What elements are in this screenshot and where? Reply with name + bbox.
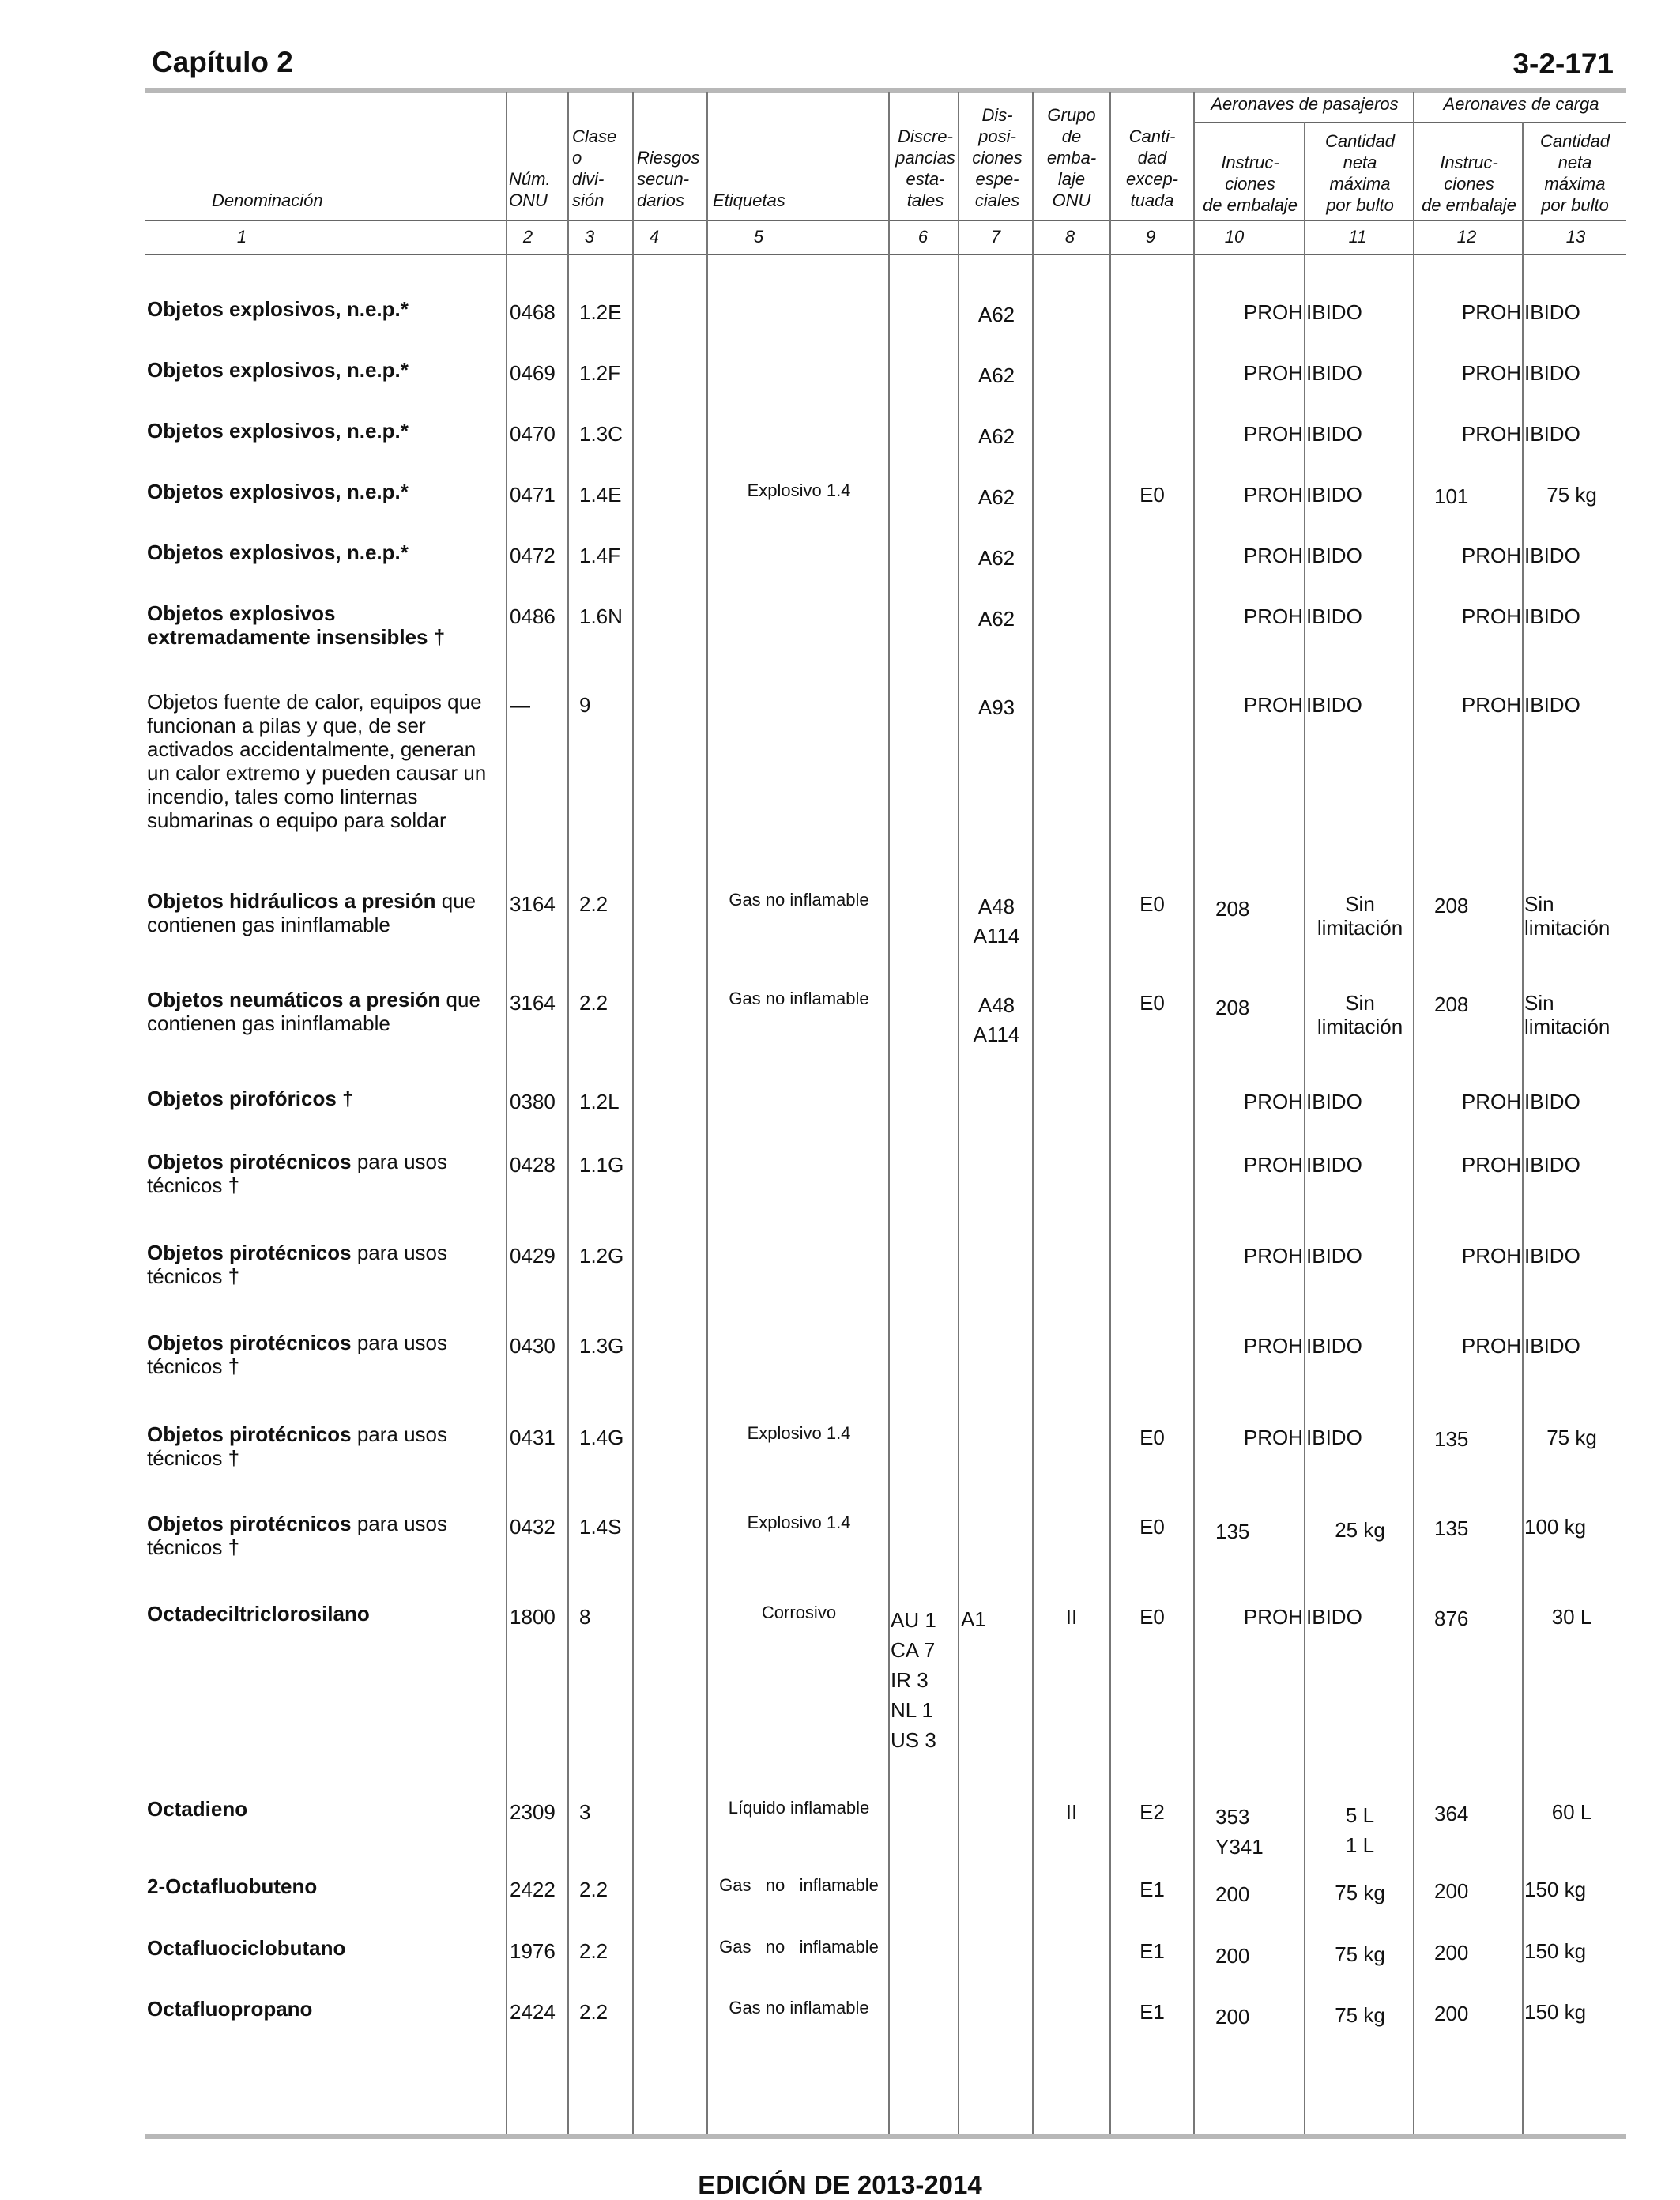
row-cargo-instrucciones: 208 — [1434, 993, 1469, 1016]
row-pax-cantidad: IBIDO — [1306, 1244, 1362, 1268]
row-num-onu: 2424 — [510, 2000, 556, 2024]
row-num-onu: 0430 — [510, 1334, 556, 1358]
row-cantidad-exceptuada: E0 — [1139, 1605, 1165, 1629]
row-pax-cantidad: IBIDO — [1306, 544, 1362, 567]
row-denominacion-text: para usos técnicos † — [147, 1512, 448, 1559]
row-pax-instrucciones: PROH — [1243, 300, 1303, 324]
row-cantidad-exceptuada: E1 — [1139, 2000, 1165, 2024]
row-cargo-cantidad: 150 kg — [1524, 1878, 1587, 1901]
row-cantidad-exceptuada: E0 — [1139, 483, 1165, 507]
row-cargo-instrucciones: PROH — [1461, 1244, 1521, 1268]
row-denominacion-bold: Objetos pirofóricos † — [147, 1087, 354, 1110]
row-denominacion — [147, 541, 499, 564]
row-denominacion — [147, 1422, 499, 1470]
edition-footer: EDICIÓN DE 2013-2014 — [698, 2170, 982, 2199]
chapter-title: Capítulo 2 — [152, 46, 293, 78]
row-clase: 1.2E — [579, 300, 622, 324]
header-disposiciones: Dis- posi- ciones espe- ciales — [972, 105, 1023, 210]
row-denominacion — [147, 480, 499, 503]
row-pax-instrucciones: 200 — [1215, 2005, 1250, 2029]
row-num-onu: 2422 — [510, 1878, 556, 1901]
row-etiqueta: Gas no inflamable — [729, 890, 869, 910]
row-cargo-cantidad: 60 L — [1551, 1800, 1592, 1824]
row-disposiciones: A62 — [977, 303, 1015, 326]
row-etiqueta: Gas no inflamable — [719, 1937, 879, 1957]
row-num-onu: 2309 — [510, 1800, 556, 1824]
row-denominacion-text: Objetos fuente de calor, equipos que funcionan a pilas y que, de ser activados accidentalmente, generan un calor extremo y pueden causar un incendio, tales como linternas submarinas o equipo para soldar — [147, 690, 487, 832]
row-pax-cantidad: IBIDO — [1306, 605, 1362, 628]
row-denominacion-bold: Octafluopropano — [147, 1997, 313, 2021]
row-clase: 8 — [579, 1605, 591, 1629]
column-number-6: 6 — [917, 227, 929, 247]
row-pax-cantidad: IBIDO — [1306, 361, 1362, 385]
row-denominacion-text: para usos técnicos † — [147, 1331, 448, 1378]
row-denominacion-bold: Objetos pirotécnicos — [147, 1512, 352, 1535]
column-divider-4 — [706, 92, 708, 2134]
row-cargo-cantidad: 150 kg — [1524, 1939, 1587, 1963]
row-denominacion-bold: Objetos pirotécnicos — [147, 1422, 352, 1446]
row-discrepancias: AU 1 CA 7 IR 3 NL 1 US 3 — [891, 1608, 936, 1752]
row-num-onu: 0486 — [510, 605, 556, 628]
column-number-11: 11 — [1348, 227, 1367, 247]
row-denominacion — [147, 988, 499, 1035]
row-pax-cantidad: IBIDO — [1306, 1090, 1362, 1113]
row-clase: 1.2G — [579, 1244, 624, 1268]
header-num-onu: Núm. ONU — [509, 169, 551, 210]
row-clase: 1.3C — [579, 422, 623, 446]
header-cantidad-exceptuada: Canti- dad excep- tuada — [1125, 126, 1179, 210]
column-divider-5 — [888, 92, 890, 2134]
row-clase: 1.2L — [579, 1090, 620, 1113]
row-num-onu: 3164 — [510, 991, 556, 1015]
row-denominacion — [147, 1936, 499, 1960]
row-clase: 2.2 — [579, 1939, 608, 1963]
row-pax-cantidad: Sin limitación — [1317, 892, 1403, 940]
header-denominacion: Denominación — [212, 190, 323, 210]
row-denominacion-bold: Octafluociclobutano — [147, 1936, 346, 1960]
row-cantidad-exceptuada: E1 — [1139, 1939, 1165, 1963]
row-denominacion — [147, 1331, 499, 1378]
row-pax-cantidad: IBIDO — [1306, 693, 1362, 717]
row-pax-instrucciones: PROH — [1243, 1334, 1303, 1358]
column-number-8: 8 — [1064, 227, 1075, 247]
row-denominacion — [147, 1797, 499, 1821]
row-clase: 9 — [579, 693, 591, 717]
row-cargo-cantidad: 30 L — [1551, 1605, 1592, 1629]
column-divider-3 — [632, 92, 634, 2134]
column-number-13: 13 — [1565, 227, 1586, 247]
row-cargo-instrucciones: PROH — [1461, 300, 1521, 324]
row-cargo-cantidad: IBIDO — [1524, 422, 1580, 446]
row-pax-instrucciones: PROH — [1243, 1153, 1303, 1177]
row-cargo-instrucciones: 101 — [1434, 484, 1469, 508]
row-disposiciones: A62 — [977, 607, 1015, 631]
row-cargo-instrucciones: PROH — [1461, 544, 1521, 567]
row-denominacion-text: que contienen gas ininflamable — [147, 889, 477, 936]
row-denominacion-bold: Objetos explosivos, n.e.p.* — [147, 358, 409, 382]
row-clase: 1.4S — [579, 1515, 622, 1539]
header-pax-instrucciones: Instruc- ciones de embalaje — [1203, 153, 1298, 215]
row-cargo-cantidad: IBIDO — [1524, 544, 1580, 567]
row-cargo-cantidad: IBIDO — [1524, 1153, 1580, 1177]
row-disposiciones: A62 — [977, 424, 1015, 448]
row-pax-cantidad: IBIDO — [1306, 483, 1362, 507]
column-number-1: 1 — [236, 227, 247, 247]
row-pax-instrucciones: PROH — [1243, 1605, 1303, 1629]
row-cargo-cantidad: IBIDO — [1524, 300, 1580, 324]
row-num-onu: 3164 — [510, 892, 556, 916]
row-cargo-instrucciones: PROH — [1461, 1090, 1521, 1113]
row-cargo-cantidad: IBIDO — [1524, 361, 1580, 385]
row-denominacion — [147, 297, 499, 321]
row-cargo-instrucciones: PROH — [1461, 693, 1521, 717]
row-num-onu: 0432 — [510, 1515, 556, 1539]
group-header-line — [1195, 122, 1626, 123]
row-pax-instrucciones: PROH — [1243, 544, 1303, 567]
column-number-12: 12 — [1456, 227, 1477, 247]
row-cantidad-exceptuada: E0 — [1139, 1426, 1165, 1449]
row-pax-cantidad: 75 kg — [1335, 2003, 1385, 2027]
header-grupo-embalaje: Grupo de emba- laje ONU — [1046, 105, 1097, 210]
row-num-onu: 0380 — [510, 1090, 556, 1113]
row-denominacion — [147, 690, 499, 832]
row-etiqueta: Explosivo 1.4 — [747, 1423, 851, 1443]
row-pax-instrucciones: PROH — [1243, 361, 1303, 385]
row-denominacion — [147, 1150, 499, 1197]
row-pax-instrucciones: 135 — [1215, 1520, 1250, 1543]
row-denominacion — [147, 419, 499, 443]
row-denominacion-bold: Objetos explosivos, n.e.p.* — [147, 541, 409, 564]
row-denominacion-text: para usos técnicos † — [147, 1150, 448, 1197]
row-clase: 2.2 — [579, 1878, 608, 1901]
header-bottom-line — [145, 220, 1626, 221]
top-rule — [145, 88, 1626, 93]
column-divider-2 — [567, 92, 569, 2134]
row-clase: 2.2 — [579, 2000, 608, 2024]
row-cargo-cantidad: IBIDO — [1524, 1090, 1580, 1113]
row-clase: 1.4G — [579, 1426, 624, 1449]
row-pax-cantidad: IBIDO — [1306, 422, 1362, 446]
row-cargo-instrucciones: PROH — [1461, 361, 1521, 385]
row-clase: 2.2 — [579, 991, 608, 1015]
row-denominacion — [147, 889, 499, 936]
row-denominacion — [147, 1087, 499, 1110]
row-cargo-instrucciones: 200 — [1434, 1879, 1469, 1903]
row-pax-cantidad: Sin limitación — [1317, 991, 1403, 1038]
row-cantidad-exceptuada: E1 — [1139, 1878, 1165, 1901]
row-pax-cantidad: 75 kg — [1335, 1881, 1385, 1904]
row-denominacion-bold: Objetos pirotécnicos — [147, 1150, 352, 1173]
row-cargo-cantidad: 100 kg — [1524, 1515, 1587, 1539]
row-cargo-instrucciones: 876 — [1434, 1607, 1469, 1630]
header-cargo-instrucciones: Instruc- ciones de embalaje — [1422, 153, 1516, 215]
row-denominacion — [147, 1602, 499, 1626]
row-disposiciones: A93 — [977, 695, 1015, 719]
row-clase: 1.4E — [579, 483, 622, 507]
column-divider-8 — [1109, 92, 1111, 2134]
row-disposiciones: A48 A114 — [973, 993, 1020, 1046]
row-etiqueta: Gas no inflamable — [729, 989, 869, 1008]
column-number-2: 2 — [522, 227, 533, 247]
row-num-onu: 0429 — [510, 1244, 556, 1268]
row-disposiciones: A1 — [961, 1607, 986, 1631]
row-pax-instrucciones: PROH — [1243, 1426, 1303, 1449]
row-denominacion — [147, 1997, 499, 2021]
row-num-onu: — — [510, 693, 530, 717]
row-denominacion-bold: Octadieno — [147, 1797, 248, 1821]
row-disposiciones: A62 — [977, 485, 1015, 509]
row-cargo-cantidad: IBIDO — [1524, 693, 1580, 717]
row-pax-instrucciones: 200 — [1215, 1882, 1250, 1906]
row-pax-cantidad: IBIDO — [1306, 1426, 1362, 1449]
row-cantidad-exceptuada: E2 — [1139, 1800, 1165, 1824]
row-disposiciones: A62 — [977, 546, 1015, 570]
row-denominacion — [147, 1874, 499, 1898]
row-denominacion — [147, 1512, 499, 1559]
row-denominacion-bold: Objetos pirotécnicos — [147, 1241, 352, 1264]
row-clase: 3 — [579, 1800, 591, 1824]
row-etiqueta: Corrosivo — [761, 1603, 837, 1622]
row-denominacion-bold: Objetos explosivos, n.e.p.* — [147, 297, 409, 321]
column-divider-1 — [506, 92, 507, 2134]
row-cargo-instrucciones: PROH — [1461, 422, 1521, 446]
column-divider-12 — [1522, 122, 1524, 2134]
row-etiqueta: Líquido inflamable — [728, 1798, 870, 1818]
row-cargo-cantidad: 150 kg — [1524, 2000, 1587, 2024]
bottom-rule — [145, 2134, 1626, 2139]
row-num-onu: 1976 — [510, 1939, 556, 1963]
row-clase: 1.6N — [579, 605, 623, 628]
row-pax-cantidad: IBIDO — [1306, 1153, 1362, 1177]
row-denominacion-text: para usos técnicos † — [147, 1241, 448, 1288]
row-clase: 1.2F — [579, 361, 621, 385]
row-num-onu: 0471 — [510, 483, 556, 507]
row-denominacion — [147, 358, 499, 382]
row-pax-instrucciones: PROH — [1243, 483, 1303, 507]
row-cargo-instrucciones: PROH — [1461, 605, 1521, 628]
row-num-onu: 0428 — [510, 1153, 556, 1177]
row-denominacion — [147, 1241, 499, 1288]
row-denominacion-bold: Octadeciltriclorosilano — [147, 1602, 370, 1626]
row-grupo-embalaje: II — [1065, 1800, 1078, 1824]
row-cargo-instrucciones: PROH — [1461, 1334, 1521, 1358]
header-cargo-cantidad: Cantidad neta máxima por bulto — [1539, 131, 1610, 215]
row-num-onu: 0431 — [510, 1426, 556, 1449]
column-divider-7 — [1032, 92, 1034, 2134]
row-etiqueta: Explosivo 1.4 — [747, 1512, 851, 1532]
row-denominacion-bold: Objetos explosivos, n.e.p.* — [147, 419, 409, 443]
row-num-onu: 1800 — [510, 1605, 556, 1629]
row-denominacion-text: que contienen gas ininflamable — [147, 988, 480, 1035]
row-denominacion-bold: Objetos pirotécnicos — [147, 1331, 352, 1354]
row-cantidad-exceptuada: E0 — [1139, 892, 1165, 916]
column-divider-6 — [958, 92, 959, 2134]
row-pax-instrucciones: 200 — [1215, 1944, 1250, 1968]
column-number-9: 9 — [1145, 227, 1156, 247]
colnum-bottom-line — [145, 254, 1626, 255]
row-cargo-instrucciones: 208 — [1434, 894, 1469, 917]
row-disposiciones: A62 — [977, 364, 1015, 387]
row-cantidad-exceptuada: E0 — [1139, 1515, 1165, 1539]
row-pax-cantidad: IBIDO — [1306, 1605, 1362, 1629]
header-discrepancias: Discre- pancias esta- tales — [895, 126, 955, 210]
row-denominacion-bold: Objetos explosivos, n.e.p.* — [147, 480, 409, 503]
row-denominacion-bold: Objetos neumáticos a presión — [147, 988, 441, 1011]
row-pax-instrucciones: PROH — [1243, 693, 1303, 717]
row-cargo-cantidad: IBIDO — [1524, 1244, 1580, 1268]
header-aeronaves-pasajeros: Aeronaves de pasajeros — [1211, 94, 1399, 114]
column-number-3: 3 — [584, 227, 595, 247]
row-cargo-instrucciones: PROH — [1461, 1153, 1521, 1177]
row-clase: 2.2 — [579, 892, 608, 916]
row-clase: 1.4F — [579, 544, 621, 567]
row-etiqueta: Gas no inflamable — [729, 1998, 869, 2017]
row-denominacion — [147, 601, 499, 649]
row-cargo-cantidad: 75 kg — [1546, 1426, 1597, 1449]
row-cargo-instrucciones: 364 — [1434, 1802, 1469, 1825]
row-cargo-cantidad: 75 kg — [1546, 483, 1597, 507]
column-number-5: 5 — [753, 227, 764, 247]
row-etiqueta: Gas no inflamable — [719, 1875, 879, 1895]
row-denominacion-text: para usos técnicos † — [147, 1422, 448, 1470]
row-grupo-embalaje: II — [1065, 1605, 1078, 1629]
header-etiquetas: Etiquetas — [713, 190, 785, 210]
header-aeronaves-carga: Aeronaves de carga — [1443, 94, 1599, 114]
row-pax-instrucciones: PROH — [1243, 1090, 1303, 1113]
row-clase: 1.1G — [579, 1153, 624, 1177]
row-disposiciones: A48 A114 — [973, 895, 1020, 947]
row-cargo-cantidad: IBIDO — [1524, 605, 1580, 628]
header-clase: Clase o divi- sión — [572, 126, 617, 210]
row-num-onu: 0470 — [510, 422, 556, 446]
column-number-4: 4 — [649, 227, 660, 247]
row-pax-cantidad: IBIDO — [1306, 1334, 1362, 1358]
row-num-onu: 0468 — [510, 300, 556, 324]
header-pax-cantidad: Cantidad neta máxima por bulto — [1324, 131, 1396, 215]
row-cargo-instrucciones: 200 — [1434, 1941, 1469, 1965]
row-cargo-cantidad: IBIDO — [1524, 1334, 1580, 1358]
row-clase: 1.3G — [579, 1334, 624, 1358]
page-number: 3-2-171 — [1512, 47, 1614, 80]
column-number-7: 7 — [990, 227, 1001, 247]
row-pax-instrucciones: 353 Y341 — [1215, 1805, 1264, 1859]
row-etiqueta: Explosivo 1.4 — [747, 480, 851, 500]
row-cargo-cantidad: Sin limitación — [1524, 991, 1610, 1038]
row-pax-instrucciones: PROH — [1243, 605, 1303, 628]
row-num-onu: 0469 — [510, 361, 556, 385]
row-denominacion-bold: Objetos explosivos extremadamente insensibles † — [147, 601, 446, 649]
row-cantidad-exceptuada: E0 — [1139, 991, 1165, 1015]
row-cargo-instrucciones: 135 — [1434, 1516, 1469, 1540]
row-pax-instrucciones: PROH — [1243, 1244, 1303, 1268]
row-denominacion-bold: 2-Octafluobuteno — [147, 1874, 318, 1898]
row-denominacion-bold: Objetos hidráulicos a presión — [147, 889, 436, 913]
row-cargo-instrucciones: 135 — [1434, 1427, 1469, 1451]
header-riesgos: Riesgos secun- darios — [637, 148, 700, 210]
row-pax-cantidad: IBIDO — [1306, 300, 1362, 324]
row-pax-instrucciones: 208 — [1215, 897, 1250, 921]
row-pax-instrucciones: PROH — [1243, 422, 1303, 446]
row-cargo-instrucciones: 200 — [1434, 2002, 1469, 2025]
row-cargo-cantidad: Sin limitación — [1524, 892, 1610, 940]
row-num-onu: 0472 — [510, 544, 556, 567]
row-pax-cantidad: 25 kg — [1335, 1518, 1385, 1542]
row-pax-cantidad: 5 L 1 L — [1345, 1803, 1375, 1857]
column-number-10: 10 — [1224, 227, 1245, 247]
row-pax-instrucciones: 208 — [1215, 996, 1250, 1019]
row-pax-cantidad: 75 kg — [1335, 1942, 1385, 1966]
